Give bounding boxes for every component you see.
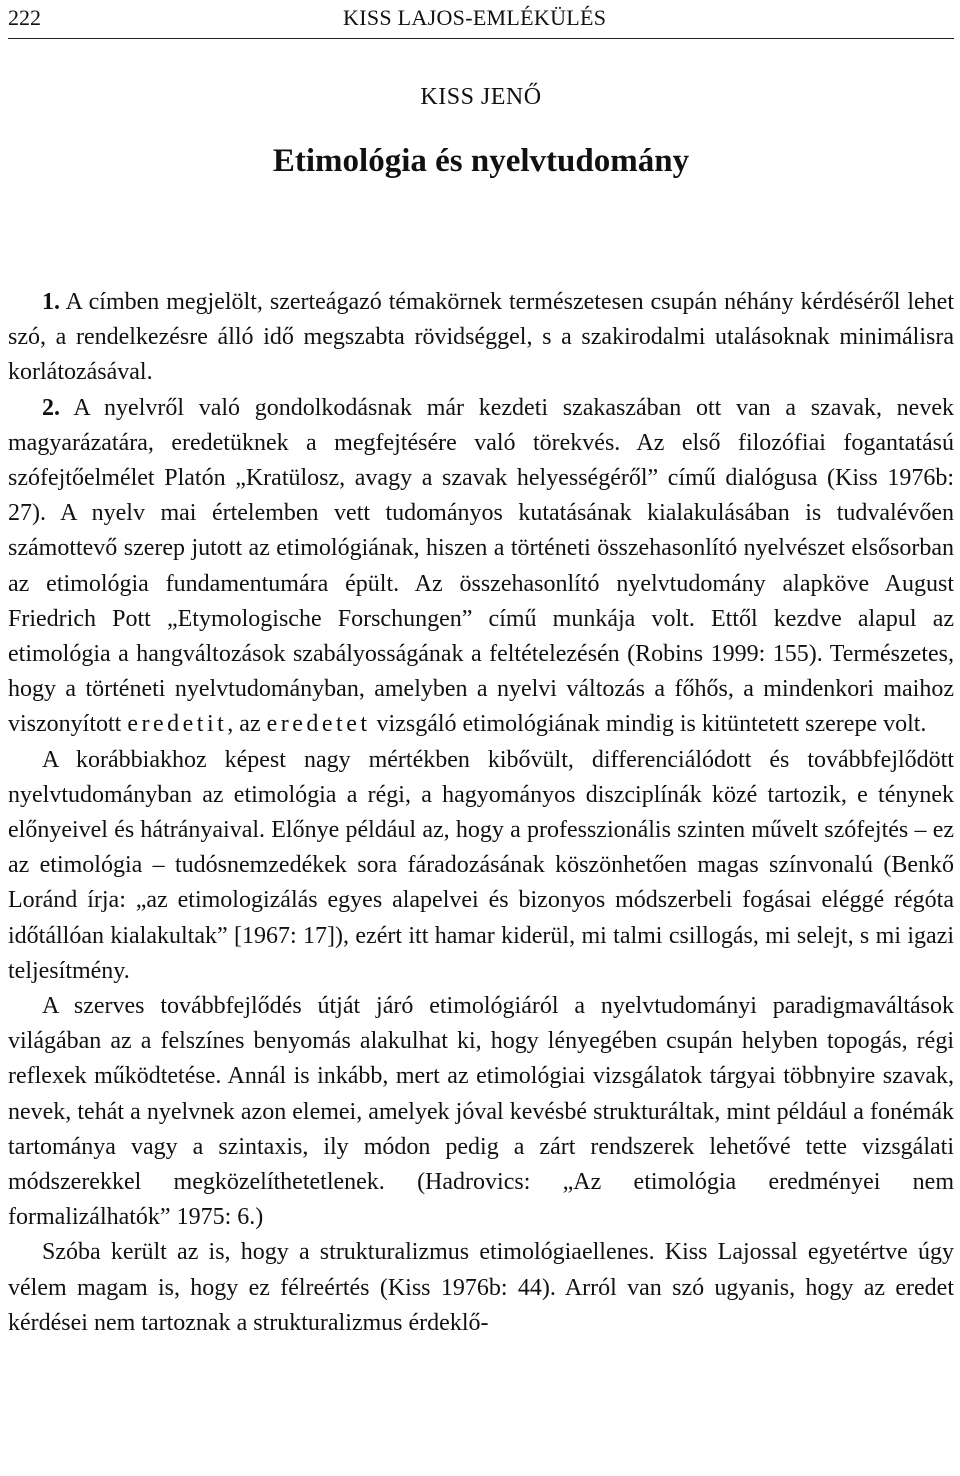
paragraph-1-text: A címben megjelölt, szerteágazó témakörnek természetesen csupán néhány kérdéséről lehet szó, a rendelkezésre álló idő megszabta rövidséggel, s a szakirodalmi utalásoknak minimálisra korlátozásával. — [8, 289, 954, 386]
page-header — [8, 0, 954, 39]
spaced-word-eredetit: eredetit — [127, 711, 228, 738]
article-body — [8, 285, 954, 1341]
paragraph-5: Szóba került az is, hogy a strukturalizmus etimológiaellenes. Kiss Lajossal egyetértve úgy vélem magam is, hogy ez félreértés (Kiss 1976b: 44). Arról van szó ugyanis, hogy az eredet kérdései nem tartoznak a strukturalizmus érdeklő- — [8, 1239, 954, 1336]
paragraph-3: A korábbiakhoz képest nagy mértékben kibővült, differenciálódott és továbbfejlődött nyelvtudományban az etimológia a régi, a hagyományos diszciplínák közé tartozik, e ténynek előnyeivel és hátrányaival. Előnye például az, hogy a professzionális szinten művelt szófejtés – ez az etimológia – tudósnemzedékek sora fáradozásának köszönhetően magas színvonalú (Benkő Loránd írja: „az etimologizálás egyes alapelvei és bizonyos módszerbeli fogásai eléggé régóta időtállóan kialakultak” [1967: 17]), ezért itt hamar kiderül, mi talmi csillogás, mi selejt, s mi igazi teljesítmény. — [8, 746, 954, 984]
paragraph-2-text-after: vizsgáló etimológiának mindig is kitüntetett szerepe volt. — [370, 711, 927, 738]
article-title: Etimológia és nyelvtudomány — [272, 143, 690, 179]
page — [8, 0, 954, 1341]
section-number-1: 1. — [42, 289, 60, 315]
paragraph-2-text-middle: , az — [227, 711, 267, 738]
section-number-2: 2. — [42, 394, 60, 421]
spaced-word-eredetet: eredetet — [266, 711, 371, 738]
paragraph-4: A szerves továbbfejlődés útját járó etimológiáról a nyelvtudományi paradigmaváltások világában az a felszínes benyomás alakulhat ki, hogy lényegében csupán helyben topogás, régi reflexek működtetése. Annál is inkább, mert az etimológiai vizsgálatok tárgyai többnyire szavak, nevek, tehát a nyelvnek azon elemei, amelyek jóval kevésbé strukturáltak, mint például a fonémák tartománya vagy a szintaxis, ily módon pedig a zárt rendszerek lehetővé tette vizsgálati módszerekkel megközelíthetetlenek. (Hadrovics: „Az etimológia eredményei nem formalizálhatók” 1975: 6.) — [8, 993, 954, 1231]
paragraph-2 — [8, 391, 954, 743]
running-head: KISS LAJOS-EMLÉKÜLÉS — [343, 5, 607, 30]
paragraph-2-text-before: A nyelvről való gondolkodásnak már kezdeti szakaszában ott van a szavak, nevek magyarázatára, eredetüknek a megfejtésére való törekvés. Az első filozófiai fogantatású szófejtőelmélet Platón „Kratülosz, avagy a szavak helyességéről” című dialógusa (Kiss 1976b: 27). A nyelv mai értelemben vett tudományos kutatásának kialakulásában is tudvalévően számottevő szerep jutott az etimológiának, hiszen a történeti összehasonlító nyelvészet elsősorban az etimológia fundamentumára épült. Az összehasonlító nyelvtudomány alapköve August Friedrich Pott „Etymologische Forschungen” című munkája volt. Ettől kezdve alapul az etimológia a hangváltozások szabályosságának a feltételezésén (Robins 1999: 155). Természetes, hogy a történeti nyelvtudományban, amelyben a nyelvi változás a főhős, a mindenkori maihoz viszonyított — [8, 394, 954, 738]
article-author: KISS JENŐ — [420, 84, 542, 110]
paragraph-1 — [8, 285, 954, 391]
page-number: 222 — [8, 5, 41, 30]
